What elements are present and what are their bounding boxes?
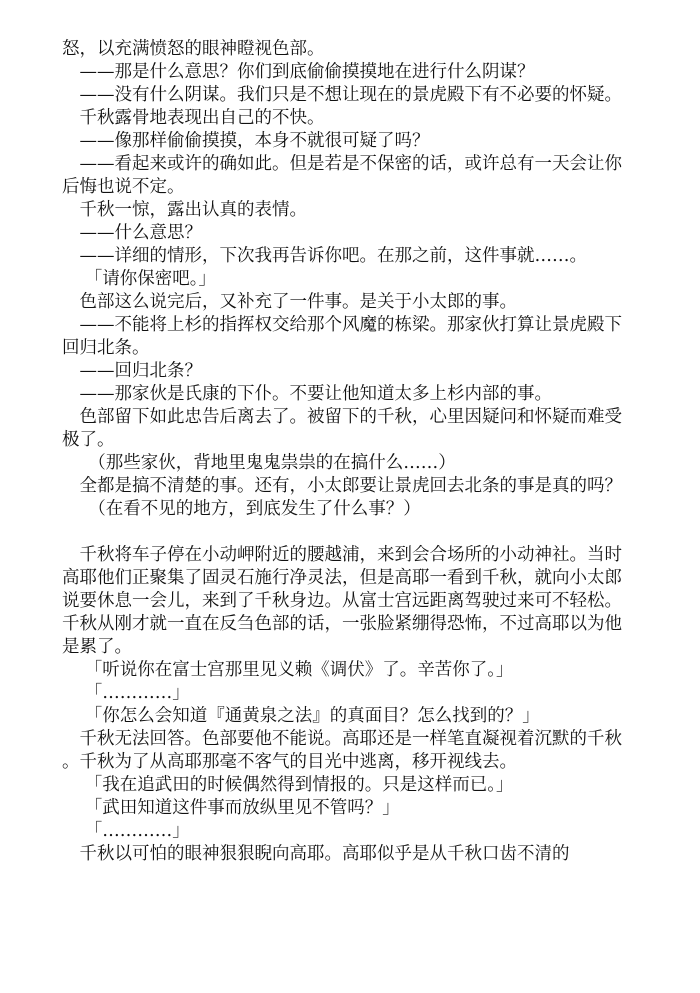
paragraph: 千秋露骨地表现出自己的不快。	[79, 108, 325, 128]
quoted-line: 「我在追武田的时候偶然得到情报的。只是这样而已。」	[84, 775, 514, 795]
dialogue-line: ——什么意思？	[79, 223, 202, 243]
paragraph: 全都是搞不清楚的事。还有，小太郎要让景虎回去北条的事是真的吗？	[79, 476, 622, 496]
quoted-line: 「你怎么会知道『通黄泉之法』的真面目？怎么找到的？」	[84, 706, 540, 726]
inner-thought: （那些家伙，背地里鬼鬼祟祟的在搞什么……）	[88, 453, 456, 473]
section-break	[62, 521, 630, 544]
dialogue-line: ——回归北条？	[79, 361, 202, 381]
quoted-line: 「听说你在富士宫那里见义赖《调伏》了。辛苦你了。」	[84, 660, 514, 680]
quoted-line: 「武田知道这件事而放纵里见不管吗？」	[84, 798, 400, 818]
dialogue-line: ——看起来或许的确如此。但是若是不保密的话，或许总有一天会让你后悔也说不定。	[62, 154, 622, 197]
paragraph: 千秋一惊，露出认真的表情。	[79, 200, 307, 220]
dialogue-line: ——没有什么阴谋。我们只是不想让现在的景虎殿下有不必要的怀疑。	[79, 85, 622, 105]
quoted-line: 「请你保密吧。」	[84, 269, 216, 289]
paragraph: 千秋以可怕的眼神狠狠睨向高耶。高耶似乎是从千秋口齿不清的	[79, 844, 570, 864]
dialogue-line: ——像那样偷偷摸摸，本身不就很可疑了吗？	[79, 131, 430, 151]
dialogue-line: ——详细的情形，下次我再告诉你吧。在那之前，这件事就……。	[79, 246, 587, 266]
paragraph: 千秋将车子停在小动岬附近的腰越浦，来到会合场所的小动神社。当时高耶他们正聚集了固灵石施行净灵法，但是高耶一看到千秋，就向小太郎说要休息一会儿，来到了千秋身边。从富士宫远距离驾驶过来可不轻松。千秋从刚才就一直在反刍色部的话，一张脸紧绷得恐怖，不过高耶以为他是累了。	[62, 545, 622, 657]
dialogue-line: ——那家伙是氏康的下仆。不要让他知道太多上杉内部的事。	[79, 384, 552, 404]
paragraph: 色部留下如此忠告后离去了。被留下的千秋，心里因疑问和怀疑而难受极了。	[62, 407, 622, 450]
dialogue-line: ——不能将上杉的指挥权交给那个风魔的栋梁。那家伙打算让景虎殿下回归北条。	[62, 315, 622, 358]
dialogue-line: ——那是什么意思？你们到底偷偷摸摸地在进行什么阴谋？	[79, 62, 535, 82]
paragraph: 怒，以充满愤怒的眼神瞪视色部。	[62, 39, 325, 59]
quoted-line: 「…………」	[84, 683, 190, 703]
paragraph: 色部这么说完后，又补充了一件事。是关于小太郎的事。	[79, 292, 517, 312]
inner-thought: （在看不见的地方，到底发生了什么事？）	[88, 499, 421, 519]
paragraph: 千秋无法回答。色部要他不能说。高耶还是一样笔直凝视着沉默的千秋。千秋为了从高耶那毫不客气的目光中逃离，移开视线去。	[62, 729, 622, 772]
quoted-line: 「…………」	[84, 821, 190, 841]
document-page	[62, 38, 630, 866]
